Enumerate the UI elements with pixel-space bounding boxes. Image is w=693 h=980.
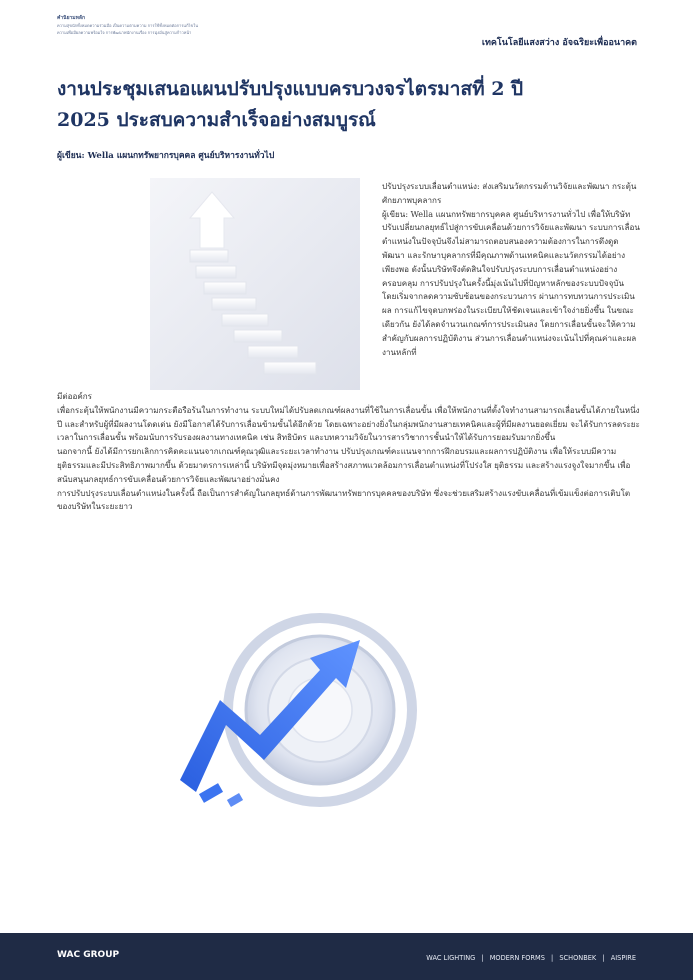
- footer: [0, 933, 693, 980]
- body-paragraph: มีต่ออค์กร: [57, 391, 92, 401]
- article-title-line-2: 2025 ประสบความสำเร็จอย่างสมบูรณ์: [57, 109, 376, 131]
- header-small-line: ความเพื่อมีผลความพร้อมใจ การพัฒนาพนักงานเรื่อง การมุ่งมั่นสู่ความก้าวหน้า: [57, 30, 192, 35]
- body-paragraph: นอกจากนี้ ยังได้มีการยกเลิกการคิดคะแนนจากเกณฑ์คุณวุฒิและระยะเวลาทำงาน ปรับปรุงเกณฑ์คะแนนจากการฝึกอบรมและผลการปฏิบัติงาน เพื่อให้ระบบมีความยุติธรรมและมีประสิทธิภาพมากขึ้น ด้วยมาตรการเหล่านี้ บริษัทมีจุดมุ่งหมายเพื่อสร้างสภาพแวดล้อมการเลื่อนตำแหน่งที่โปร่งใส ยุติธรรม และสร้างแรงจูงใจมากขึ้น เพื่อสนับสนุนกลยุทธ์การขับเคลื่อนด้วยการวิจัยและพัฒนาอย่างมั่นคง: [57, 446, 631, 484]
- footer-separator: |: [481, 954, 484, 962]
- column-paragraph: ปรับปรุงระบบเลื่อนตำแหน่ง: ส่งเสริมนวัตกรรมด้านวิจัยและพัฒนา กระตุ้นศักยภาพบุคลากร: [382, 181, 637, 205]
- body-paragraph: การปรับปรุงระบบเลื่อนตำแหน่งในครั้งนี้ ถือเป็นการสำคัญในกลยุทธ์ด้านการพัฒนาทรัพยากรบุคคลของบริษัท ซึ่งจะช่วยเสริมสร้างแรงขับเคลื่อนที่เข้มแข็งต่อการเติบโตของบริษัทในระยะยาว: [57, 487, 631, 512]
- footer-logo: WAC GROUP: [57, 950, 120, 960]
- article-body: [57, 390, 640, 514]
- column-paragraph: ผู้เขียน: Wella แผนกทรัพยากรบุคคล ศูนย์บริหารงานทั่วไป เพื่อให้บริษัทปรับเปลี่ยนกลยุทธ์ไปสู่การขับเคลื่อนด้วยการวิจัยและพัฒนา ระบบการเลื่อนตำแหน่งในปัจจุบันจึงไม่สามารถตอบสนองความต้องการในการดึงดูด พัฒนา และรักษาบุคลากรที่มีคุณภาพด้านเทคนิคและนวัตกรรมได้อย่างเพียงพอ ดังนั้นบริษัทจึงตัดสินใจปรับปรุงระบบการเลื่อนตำแหน่งอย่างครอบคลุม การปรับปรุงในครั้งนี้มุ่งเน้นไปที่ปัญหาหลักของระบบปัจจุบัน โดยเริ่มจากลดความซับซ้อนของกระบวนการ ผ่านการทบทวนการประเมินผล การแก้ไขจุดบกพร่องในระเบียบให้ชัดเจนและเข้าใจง่ายยิ่งขึ้น ในขณะเดียวกัน ยังได้ลดจำนวนเกณฑ์การประเมินลง โดยการเลื่อนขั้นจะให้ความสำคัญกับผลการปฏิบัติงาน ส่วนการเลื่อนตำแหน่งจะเน้นไปที่คุณค่าและผลงานหลักที่: [382, 208, 640, 357]
- article-title: [57, 74, 617, 136]
- header-small-line: ความสุขนักทั้งหมดความร่วมมือ เป็นความตามความ การใช้ทั้งหมดต่อการแก้ไขใน: [57, 23, 198, 28]
- footer-brand: WAC LIGHTING: [426, 954, 476, 962]
- header-meta: [57, 14, 257, 36]
- footer-separator: |: [551, 954, 554, 962]
- footer-brands: [426, 954, 636, 962]
- article-title-line-1: งานประชุมเสนอแผนปรับปรุงแบบครบวงจรไตรมาสที่ 2 ปี: [57, 78, 524, 100]
- article-column: [382, 180, 640, 359]
- footer-brand: SCHONBEK: [559, 954, 597, 962]
- header-kicker: คำนิยามหลัก: [57, 15, 85, 21]
- footer-brand: MODERN FORMS: [489, 954, 545, 962]
- staircase-illustration: [150, 178, 360, 390]
- header-tagline: เทคโนโลยีแสงสว่าง อัจฉริยะเพื่ออนาคต: [481, 38, 637, 48]
- growth-arrow-illustration: [160, 560, 460, 820]
- footer-separator: |: [602, 954, 605, 962]
- body-paragraph: เพื่อกระตุ้นให้พนักงานมีความกระตือรือร้นในการทำงาน ระบบใหม่ได้ปรับลดเกณฑ์ผลงานที่ใช้ในการเลื่อนขั้น เพื่อให้พนักงานที่ตั้งใจทำงานสามารถเลื่อนขั้นได้ภายในหนึ่งปี และสำหรับผู้ที่มีผลงานโดดเด่น ยังมีโอกาสได้รับการเลื่อนข้ามขั้นได้อีกด้วย โดยเฉพาะอย่างยิ่งในกลุ่มพนักงานสายเทคนิคและผู้ที่มีผลงานยอดเยี่ยม จะได้รับการลดระยะเวลาในการเลื่อนขั้น พร้อมนับการรับรองผลงานทางเทคนิค เช่น สิทธิบัตร และบทความวิจัยในวารสารวิชาการชั้นนำให้ได้รับการยอมรับมากยิ่งขึ้น: [57, 404, 640, 443]
- article-byline: ผู้เขียน: Wella แผนกทรัพยากรบุคคล ศูนย์บริหารงานทั่วไป: [57, 151, 275, 161]
- footer-brand: AISPIRE: [610, 954, 636, 962]
